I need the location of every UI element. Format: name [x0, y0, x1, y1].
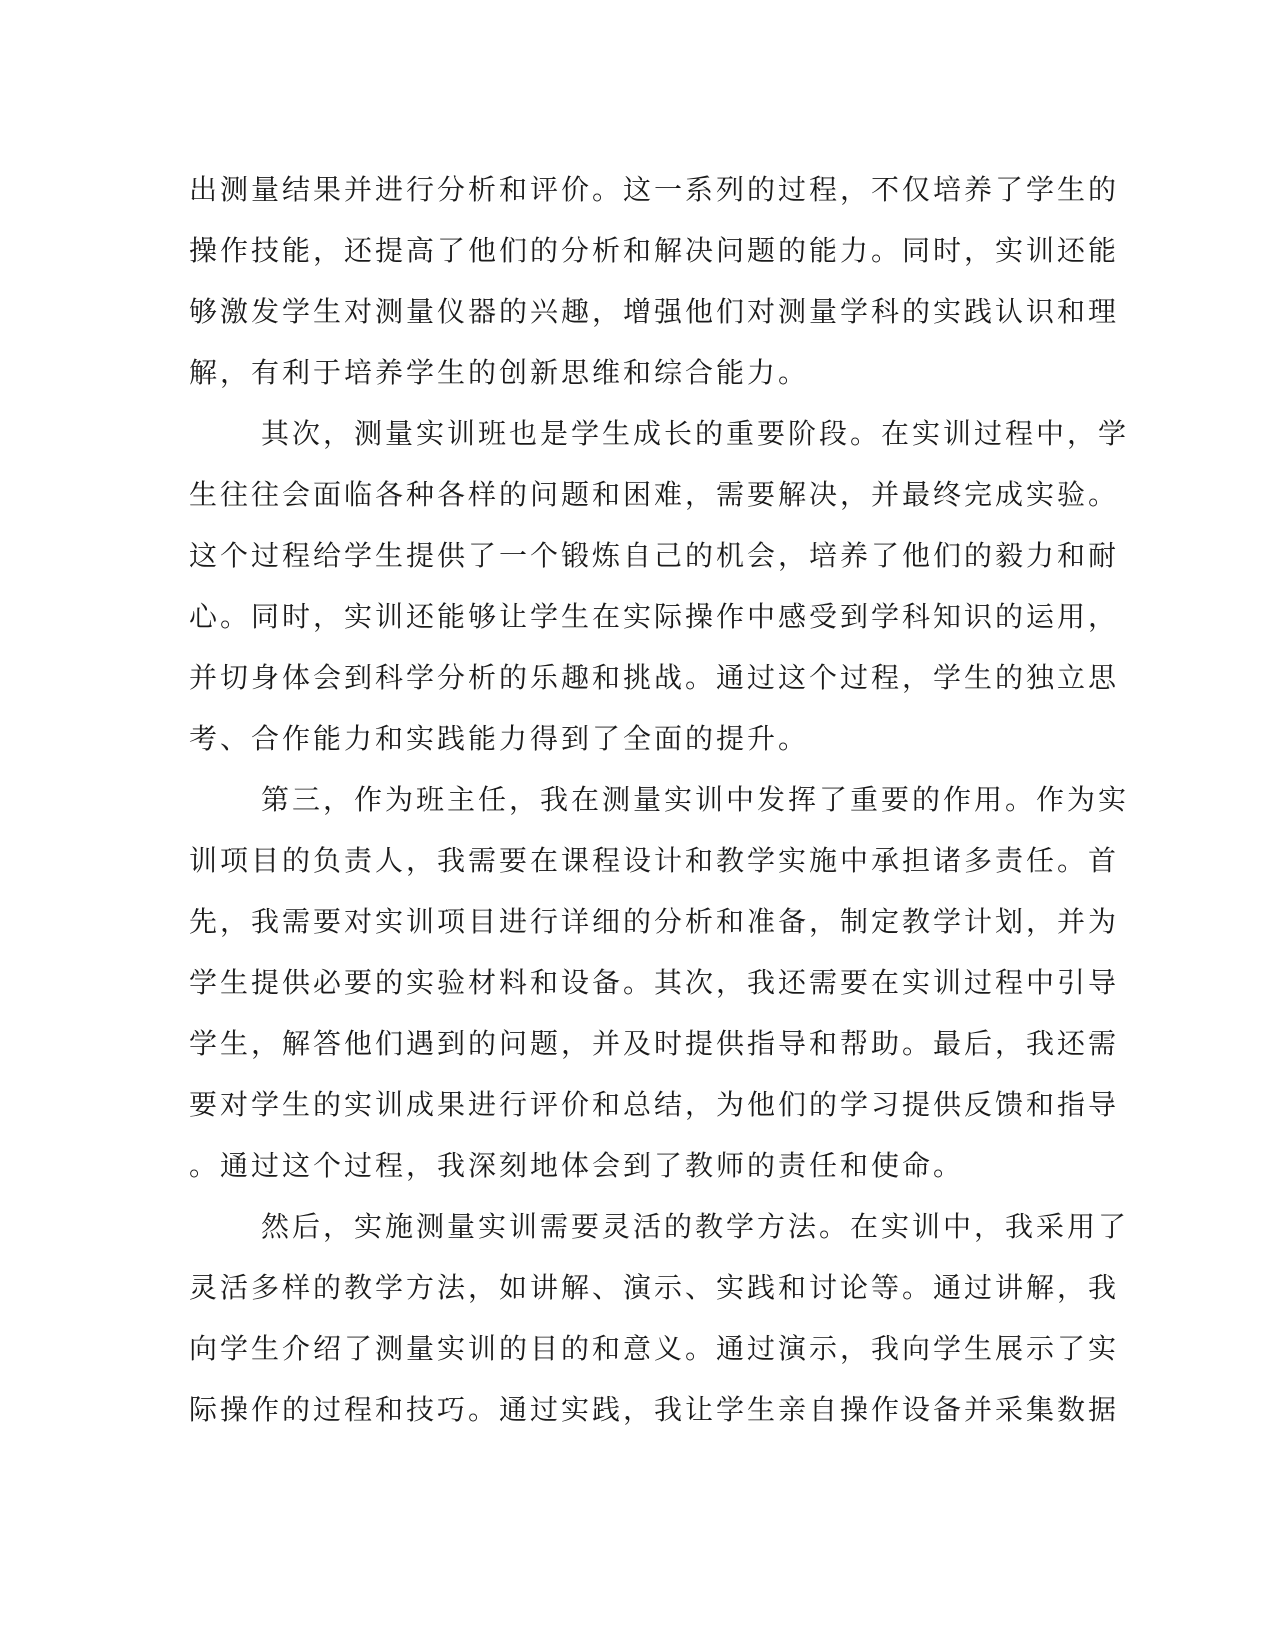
text-line: 际操作的过程和技巧。通过实践，我让学生亲自操作设备并采集数据: [189, 1393, 1120, 1426]
text-line: 解，有利于培养学生的创新思维和综合能力。: [189, 356, 810, 389]
text-line: 学生提供必要的实验材料和设备。其次，我还需要在实训过程中引导: [189, 966, 1120, 999]
paragraph-first-line: 其次，测量实训班也是学生成长的重要阶段。在实训过程中，学: [261, 417, 1130, 450]
text-line: 生往往会面临各种各样的问题和困难，需要解决，并最终完成实验。: [189, 478, 1120, 511]
text-line: 心。同时，实训还能够让学生在实际操作中感受到学科知识的运用，: [189, 600, 1120, 633]
document-body: [189, 159, 1130, 1440]
text-line: 向学生介绍了测量实训的目的和意义。通过演示，我向学生展示了实: [189, 1332, 1120, 1365]
text-line: 。通过这个过程，我深刻地体会到了教师的责任和使命。: [189, 1149, 965, 1182]
text-line: 学生，解答他们遇到的问题，并及时提供指导和帮助。最后，我还需: [189, 1027, 1120, 1060]
text-line: 训项目的负责人，我需要在课程设计和教学实施中承担诸多责任。首: [189, 844, 1120, 877]
paragraph-first-line: 第三，作为班主任，我在测量实训中发挥了重要的作用。作为实: [261, 783, 1130, 816]
text-line: 这个过程给学生提供了一个锻炼自己的机会，培养了他们的毅力和耐: [189, 539, 1120, 572]
paragraph-first-line: 然后，实施测量实训需要灵活的教学方法。在实训中，我采用了: [261, 1210, 1130, 1243]
text-line: 出测量结果并进行分析和评价。这一系列的过程，不仅培养了学生的: [189, 173, 1120, 206]
text-line: 要对学生的实训成果进行评价和总结，为他们的学习提供反馈和指导: [189, 1088, 1120, 1121]
text-line: 先，我需要对实训项目进行详细的分析和准备，制定教学计划，并为: [189, 905, 1120, 938]
text-line: 操作技能，还提高了他们的分析和解决问题的能力。同时，实训还能: [189, 234, 1120, 267]
text-line: 够激发学生对测量仪器的兴趣，增强他们对测量学科的实践认识和理: [189, 295, 1120, 328]
text-line: 灵活多样的教学方法，如讲解、演示、实践和讨论等。通过讲解，我: [189, 1271, 1120, 1304]
text-line: 考、合作能力和实践能力得到了全面的提升。: [189, 722, 810, 755]
text-line: 并切身体会到科学分析的乐趣和挑战。通过这个过程，学生的独立思: [189, 661, 1120, 694]
